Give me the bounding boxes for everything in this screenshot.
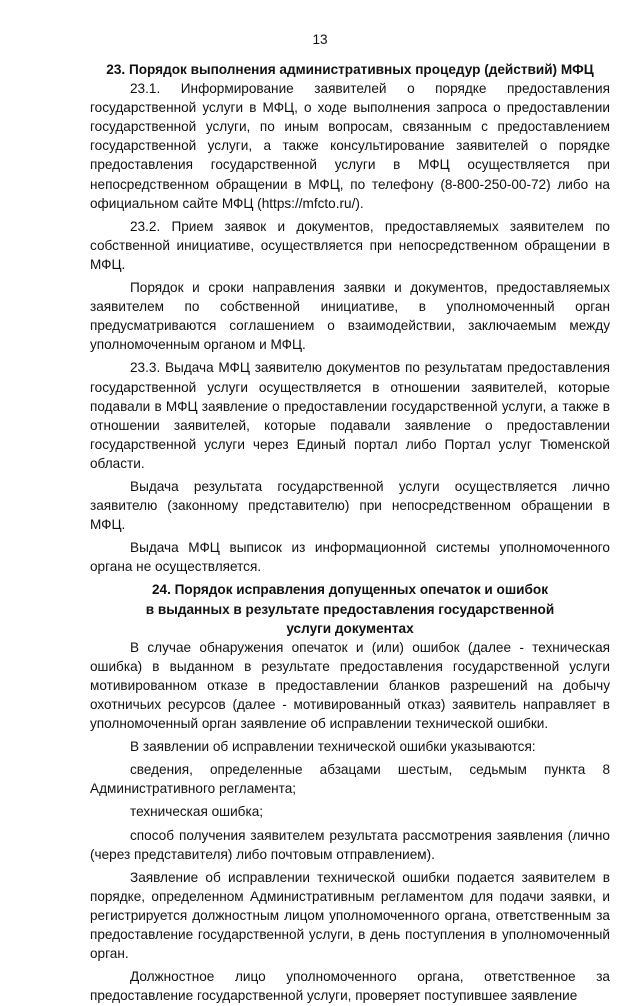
- paragraph-23-2-order: Порядок и сроки направления заявки и документов, предоставляемых заявителем по собственной инициативе, в уполномоченный орган предусматриваются соглашением о взаимодействии, заключаемым между уполномоченным органом и МФЦ.: [90, 280, 610, 353]
- section-23-heading: 23. Порядок выполнения административных процедур (действий) МФЦ: [106, 62, 594, 77]
- paragraph-24-2: В заявлении об исправлении технической ошибки указываются:: [130, 739, 536, 755]
- paragraph-23-3-issue: Выдача результата государственной услуги осуществляется лично заявителю (законному представителю) при непосредственном обращении в МФЦ.: [90, 478, 610, 533]
- paragraph-24-6: Заявление об исправлении технической ошибки подается заявителем в порядке, определенном Административным регламентом для подачи заявки, и регистрируется должностным лицом уполномоченного органа, ответственным за предоставление государственной услуги, в день поступления в уполномоченный орган.: [90, 869, 610, 962]
- section-24-heading-line2: в выданных в результате предоставления государственной: [145, 601, 555, 617]
- paragraph-23-3-extracts: Выдача МФЦ выписок из информационной системы уполномоченного органа не осуществляется.: [90, 540, 610, 575]
- section-24-heading-line3: услуги документах: [286, 620, 414, 636]
- paragraph-24-3: сведения, определенные абзацами шестым, седьмым пункта 8 Административного регламента;: [90, 762, 610, 797]
- page-number: 13: [312, 32, 328, 47]
- paragraph-24-4: техническая ошибка;: [130, 804, 264, 820]
- paragraph-24-5: способ получения заявителем результата рассмотрения заявления (лично (через представителя) либо почтовым отправлением).: [90, 827, 610, 862]
- paragraph-24-7: Должностное лицо уполномоченного органа, ответственное за предоставление государственной услуги, проверяет поступившее заявление: [90, 969, 610, 1004]
- paragraph-23-3: 23.3. Выдача МФЦ заявителю документов по результатам предоставления государственной услуги осуществляется в отношении заявителей, которые подавали в МФЦ заявление о предоставлении государственной услуги, а также в отношении заявителей, которые подавали заявление о предоставлении государственной услуги через Единый портал либо Портал услуг Тюменской области.: [90, 360, 610, 471]
- section-24-heading-line1: 24. Порядок исправления допущенных опечаток и ошибок: [151, 582, 549, 598]
- paragraph-23-2: 23.2. Прием заявок и документов, предоставляемых заявителем по собственной инициативе, осуществляется при непосредственном обращении в МФЦ.: [90, 218, 610, 272]
- paragraph-23-1: 23.1. Информирование заявителей о порядке предоставления государственной услуги в МФЦ, о ходе выполнения запроса о предоставлении государственной услуги, по иным вопросам, связанным с предоставлением государственной услуги, а также консультирование заявителей о порядке предоставления государственной услуги в МФЦ осуществляется при непосредственном обращении в МФЦ, по телефону (8-800-250-00-72) либо на официальном сайте МФЦ (https://mfcto.ru/).: [90, 81, 610, 211]
- paragraph-24-1: В случае обнаружения опечаток и (или) ошибок (далее - техническая ошибка) в выданном в результате предоставления государственной услуги мотивированном отказе в предоставлении бланков разрешений на добычу охотничьих ресурсов (далее - мотивированный отказ) заявитель направляет в уполномоченный орган заявление об исправлении технической ошибки.: [90, 639, 610, 732]
- document-body: [90, 60, 610, 1006]
